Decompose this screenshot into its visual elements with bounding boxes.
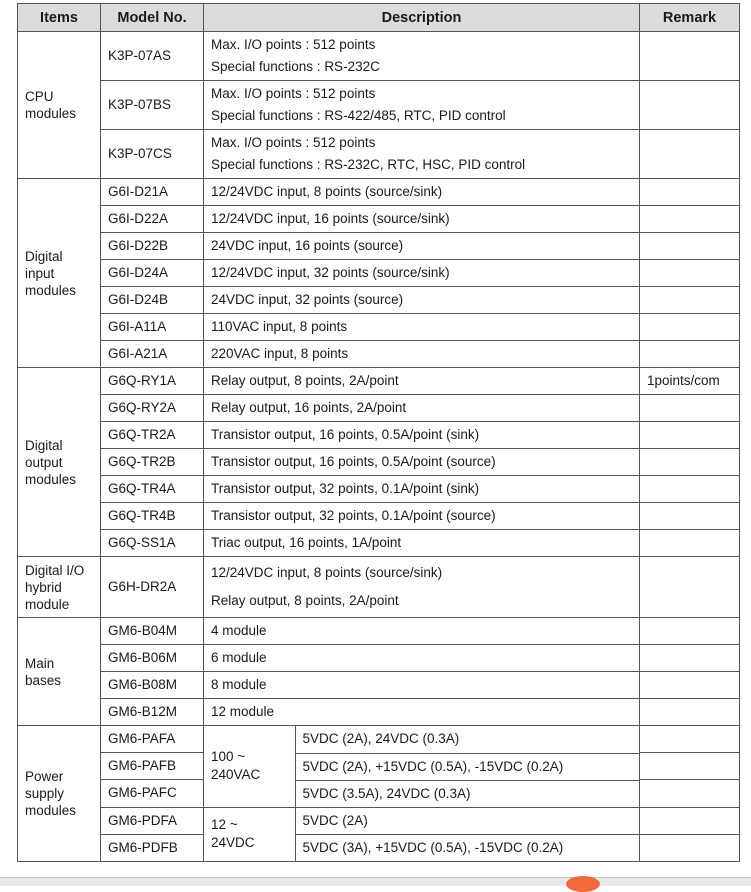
description: 8 module bbox=[204, 672, 640, 699]
model-no: G6I-D22A bbox=[101, 206, 204, 233]
table-row bbox=[18, 699, 740, 726]
model-no: G6Q-SS1A bbox=[101, 530, 204, 557]
remark bbox=[640, 341, 740, 368]
remark bbox=[640, 395, 740, 422]
table-row bbox=[18, 32, 740, 81]
model-no: G6I-D22B bbox=[101, 233, 204, 260]
table-row bbox=[18, 314, 740, 341]
model-no: GM6-PDFA bbox=[101, 807, 204, 834]
table-row bbox=[18, 395, 740, 422]
remark bbox=[640, 287, 740, 314]
description: Relay output, 8 points, 2A/point bbox=[204, 368, 640, 395]
table-row bbox=[18, 422, 740, 449]
table-row bbox=[18, 618, 740, 645]
model-no: G6I-D21A bbox=[101, 179, 204, 206]
table-row bbox=[18, 130, 740, 179]
table-row bbox=[18, 449, 740, 476]
model-no: GM6-PDFB bbox=[101, 834, 204, 861]
description: 5VDC (2A) bbox=[295, 807, 639, 834]
description: 12/24VDC input, 8 points (source/sink) Relay output, 8 points, 2A/point bbox=[204, 557, 640, 618]
remark bbox=[640, 206, 740, 233]
remark bbox=[640, 449, 740, 476]
description: 12/24VDC input, 8 points (source/sink) bbox=[204, 179, 640, 206]
remark: 1points/com bbox=[640, 368, 740, 395]
description: 5VDC (2A), +15VDC (0.5A), -15VDC (0.2A) bbox=[295, 753, 639, 780]
model-no: G6Q-TR2B bbox=[101, 449, 204, 476]
description: Max. I/O points : 512 points Special functions : RS-422/485, RTC, PID control bbox=[204, 81, 640, 130]
model-no: G6Q-RY1A bbox=[101, 368, 204, 395]
description: Relay output, 16 points, 2A/point bbox=[204, 395, 640, 422]
model-no: G6Q-TR4A bbox=[101, 476, 204, 503]
power-description-cell bbox=[204, 726, 640, 862]
remark bbox=[640, 834, 740, 861]
table-row bbox=[18, 645, 740, 672]
table-row bbox=[18, 81, 740, 130]
remark bbox=[640, 618, 740, 645]
description: 24VDC input, 16 points (source) bbox=[204, 233, 640, 260]
description: 12/24VDC input, 32 points (source/sink) bbox=[204, 260, 640, 287]
remark bbox=[640, 260, 740, 287]
model-no: G6Q-TR4B bbox=[101, 503, 204, 530]
table-row bbox=[18, 557, 740, 618]
group-label-main-bases: Main bases bbox=[18, 618, 101, 726]
description: 5VDC (3.5A), 24VDC (0.3A) bbox=[295, 780, 639, 807]
model-no: G6I-A11A bbox=[101, 314, 204, 341]
model-no: G6I-D24B bbox=[101, 287, 204, 314]
description: 12 module bbox=[204, 699, 640, 726]
table-row bbox=[18, 368, 740, 395]
remark bbox=[640, 699, 740, 726]
description: Max. I/O points : 512 points Special functions : RS-232C bbox=[204, 32, 640, 81]
description: 5VDC (2A), 24VDC (0.3A) bbox=[295, 726, 639, 753]
group-label-power-supply: Power supply modules bbox=[18, 726, 101, 862]
table-row bbox=[18, 179, 740, 206]
description: 24VDC input, 32 points (source) bbox=[204, 287, 640, 314]
header-description: Description bbox=[204, 4, 640, 32]
orange-marker-icon bbox=[566, 876, 600, 892]
remark bbox=[640, 753, 740, 780]
model-no: K3P-07BS bbox=[101, 81, 204, 130]
remark bbox=[640, 314, 740, 341]
voltage-range-dc: 12 ~ 24VDC bbox=[204, 807, 295, 861]
table-row bbox=[18, 726, 740, 753]
remark bbox=[640, 503, 740, 530]
table-row bbox=[18, 672, 740, 699]
model-no: G6I-D24A bbox=[101, 260, 204, 287]
description: 6 module bbox=[204, 645, 640, 672]
header-model-no: Model No. bbox=[101, 4, 204, 32]
description: 110VAC input, 8 points bbox=[204, 314, 640, 341]
table-row bbox=[18, 233, 740, 260]
model-no: GM6-PAFC bbox=[101, 780, 204, 807]
remark bbox=[640, 807, 740, 834]
model-no: GM6-B06M bbox=[101, 645, 204, 672]
description: Transistor output, 16 points, 0.5A/point (source) bbox=[204, 449, 640, 476]
remark bbox=[640, 32, 740, 81]
table-row bbox=[18, 287, 740, 314]
header-row bbox=[18, 4, 740, 32]
table-row bbox=[18, 503, 740, 530]
header-items: Items bbox=[18, 4, 101, 32]
model-no: K3P-07AS bbox=[101, 32, 204, 81]
remark bbox=[640, 476, 740, 503]
description: Transistor output, 32 points, 0.1A/point (sink) bbox=[204, 476, 640, 503]
group-label-digital-input: Digital input modules bbox=[18, 179, 101, 368]
description: Transistor output, 16 points, 0.5A/point (sink) bbox=[204, 422, 640, 449]
table-row bbox=[18, 206, 740, 233]
model-no: GM6-B12M bbox=[101, 699, 204, 726]
remark bbox=[640, 672, 740, 699]
remark bbox=[640, 422, 740, 449]
description: 4 module bbox=[204, 618, 640, 645]
model-no: G6Q-TR2A bbox=[101, 422, 204, 449]
group-label-digital-output: Digital output modules bbox=[18, 368, 101, 557]
model-no: GM6-PAFB bbox=[101, 753, 204, 780]
power-sub-table bbox=[204, 726, 639, 861]
remark bbox=[640, 81, 740, 130]
description: Transistor output, 32 points, 0.1A/point (source) bbox=[204, 503, 640, 530]
model-no: GM6-PAFA bbox=[101, 726, 204, 753]
model-no: GM6-B08M bbox=[101, 672, 204, 699]
group-label-cpu: CPU modules bbox=[18, 32, 101, 179]
remark bbox=[640, 780, 740, 807]
remark bbox=[640, 530, 740, 557]
model-no: G6H-DR2A bbox=[101, 557, 204, 618]
model-no: GM6-B04M bbox=[101, 618, 204, 645]
remark bbox=[640, 645, 740, 672]
remark bbox=[640, 726, 740, 753]
remark bbox=[640, 130, 740, 179]
group-label-hybrid: Digital I/O hybrid module bbox=[18, 557, 101, 618]
description: 220VAC input, 8 points bbox=[204, 341, 640, 368]
table-row bbox=[18, 260, 740, 287]
module-spec-table bbox=[17, 3, 740, 862]
model-no: K3P-07CS bbox=[101, 130, 204, 179]
table-row bbox=[18, 530, 740, 557]
description: 12/24VDC input, 16 points (source/sink) bbox=[204, 206, 640, 233]
voltage-range-ac: 100 ~ 240VAC bbox=[204, 726, 295, 807]
description: Triac output, 16 points, 1A/point bbox=[204, 530, 640, 557]
header-remark: Remark bbox=[640, 4, 740, 32]
description: Max. I/O points : 512 points Special functions : RS-232C, RTC, HSC, PID control bbox=[204, 130, 640, 179]
model-no: G6I-A21A bbox=[101, 341, 204, 368]
description: 5VDC (3A), +15VDC (0.5A), -15VDC (0.2A) bbox=[295, 834, 639, 861]
table-row bbox=[18, 476, 740, 503]
model-no: G6Q-RY2A bbox=[101, 395, 204, 422]
remark bbox=[640, 557, 740, 618]
remark bbox=[640, 179, 740, 206]
table-row bbox=[18, 341, 740, 368]
remark bbox=[640, 233, 740, 260]
